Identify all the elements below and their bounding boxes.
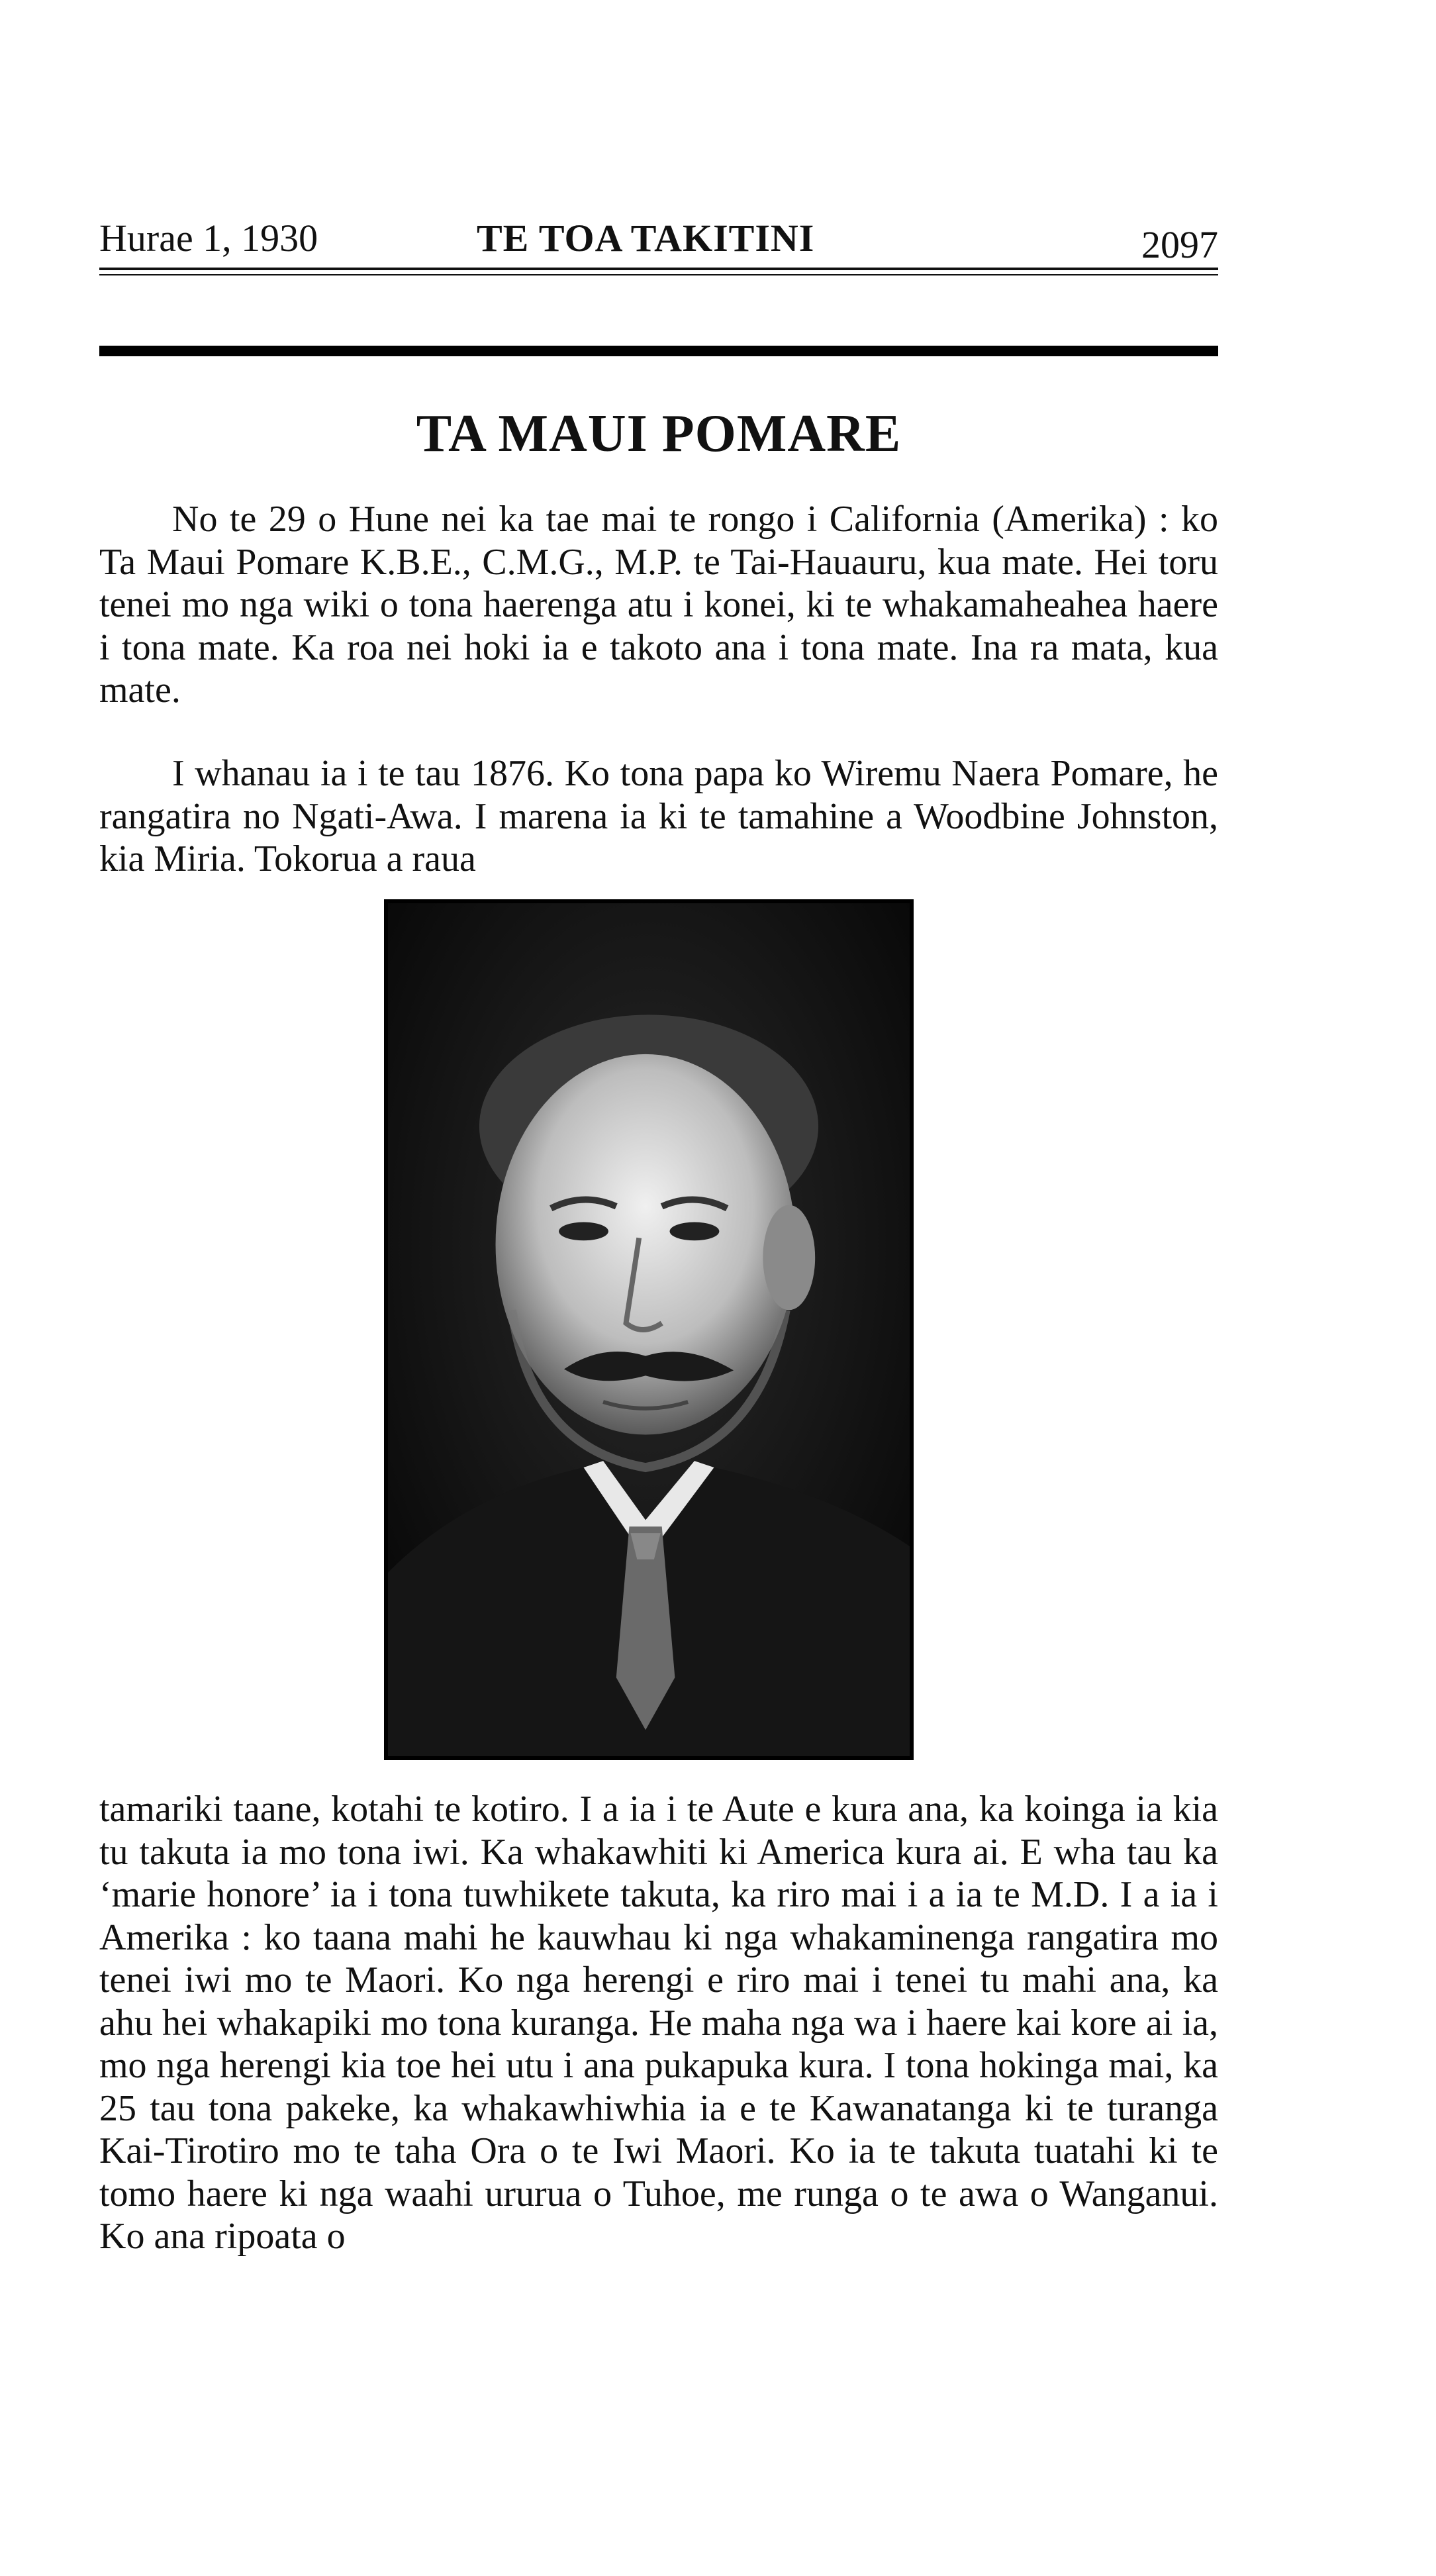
header-rule-bottom: [99, 274, 1218, 275]
article-paragraph: tamariki taane, kotahi te kotiro. I a ia i te Aute e kura ana, ka koinga ia kia tu takuta ia mo tona iwi. Ka whakawhiti ki America kura ai. E wha tau ka ‘marie honore’ ia i tona tuwhikete takuta, ka riro mai i a ia te M.D. I a ia i Amerika : ko taana mahi he kauwhau ki nga whakaminenga rangatira mo tenei iwi mo te Maori. Ko nga herengi e riro mai i tenei tu mahi ana, ka ahu hei whakapiki mo tona kuranga. He maha nga wa i haere kai kore ai ia, mo nga herengi kia toe hei utu i ana pukapuka kura. I tona hokinga mai, ka 25 tau tona pakeke, ka whakawhiwhia ia e te Kawanatanga ki te turanga Kai-Tirotiro mo te taha Ora o te Iwi Maori. Ko ia te takuta tuatahi ki te tomo haere ki nga waahi ururua o Tuhoe, me runga o te awa o Wanganui. Ko ana ripoata o: [99, 1789, 1218, 2257]
publication-title: TE TOA TAKITINI: [477, 217, 815, 260]
section-divider: [99, 346, 1218, 356]
page-number: 2097: [1141, 223, 1218, 266]
article-title: TA MAUI POMARE: [416, 405, 902, 463]
header-rule-top: [99, 268, 1218, 270]
article-paragraph: I whanau ia i te tau 1876. Ko tona papa ko Wiremu Naera Pomare, he rangatira no Ngati-Awa. I marena ia ki te tamahine a Woodbine Johnston, kia Miria. Tokorua a raua: [99, 753, 1218, 879]
page-header: [99, 212, 1218, 278]
article-paragraph: No te 29 o Hune nei ka tae mai te rongo i California (Amerika) : ko Ta Maui Pomare K.B.E., C.M.G., M.P. te Tai-Hauauru, kua mate. Hei toru tenei mo nga wiki o tona haerenga atu i konei, ki te whakamaheahea haere i tona mate. Ka roa nei hoki ia e takoto ana i tona mate. Ina ra mata, kua mate.: [99, 499, 1218, 711]
portrait-image: [388, 903, 910, 1756]
issue-date: Hurae 1, 1930: [99, 217, 318, 260]
portrait-photo: [384, 899, 914, 1760]
